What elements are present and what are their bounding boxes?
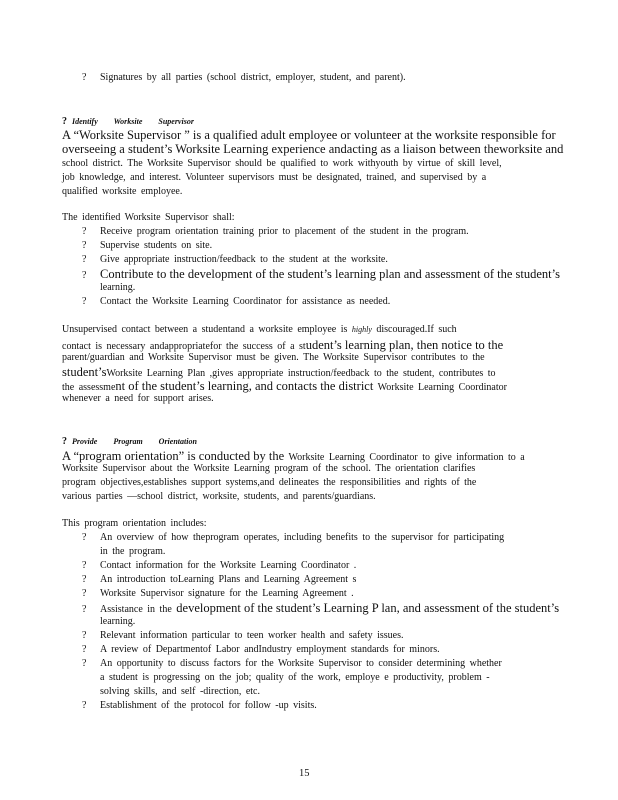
list-item-text: An overview of how theprogram operates, including benefits to the supervisor for participating: [100, 532, 505, 543]
list-item: [82, 226, 469, 238]
list-item: [82, 644, 440, 656]
list-item-text: Supervise students on site.: [100, 240, 213, 251]
text-run: the assessme: [62, 382, 116, 393]
text-run: Unsupervised contact between a studentand a worksite employee is: [62, 324, 348, 335]
list-item-continuation: a student is progressing on the job; quality of the work, employe e productivity, problem -: [100, 672, 490, 683]
text-run: student’s: [62, 365, 107, 379]
list-item-text: Contact information for the Worksite Learning Coordinator .: [100, 560, 357, 571]
section-heading-text: Provide Program Orientation: [72, 437, 197, 446]
section-heading-text: Identify Worksite Supervisor: [72, 117, 194, 126]
list-item: [82, 601, 559, 616]
paragraph-line: parent/guardian and Worksite Supervisor must be given. The Worksite Supervisor contributes to the: [62, 352, 485, 363]
list-item-continuation: in the program.: [100, 546, 166, 557]
paragraph-line: school district. The Worksite Supervisor should be qualified to work withyouth by virtue of skill level,: [62, 158, 502, 169]
list-item-text: An opportunity to discuss factors for the Worksite Supervisor to consider determining whether: [100, 658, 502, 669]
list-item: [82, 254, 388, 266]
bullet-glyph: ?: [82, 226, 87, 237]
list-item: [82, 240, 212, 252]
list-intro: This program orientation includes:: [62, 518, 207, 529]
bullet-glyph: ?: [82, 72, 87, 83]
bullet-glyph: ?: [82, 658, 87, 669]
list-item-text: Give appropriate instruction/feedback to the student at the worksite.: [100, 254, 388, 265]
text-run: contact is necessary andappropriatefor the success of a st: [62, 341, 306, 352]
paragraph-line: whenever a need for support arises.: [62, 393, 214, 404]
list-item-text: Establishment of the protocol for follow -up visits.: [100, 700, 317, 711]
paragraph-line: [62, 379, 507, 394]
list-item-text: Assistance in the: [100, 604, 172, 615]
section-heading-program-orientation: [62, 436, 197, 448]
text-run: Worksite Learning Plan ,gives appropriate instruction/feedback to the student, contributes to: [106, 368, 496, 379]
bullet-item: [82, 72, 406, 84]
list-item: [82, 574, 356, 586]
text-run: Worksite Learning Coordinator: [377, 382, 507, 393]
page-number: 15: [299, 768, 310, 779]
bullet-glyph: ?: [82, 254, 87, 265]
text-run: nt of the student’s learning, and contacts the district: [115, 379, 374, 393]
paragraph-line: [62, 338, 503, 353]
list-item-continuation: learning.: [100, 282, 136, 293]
text-run: Worksite Learning Coordinator to give information to a: [288, 452, 525, 463]
bullet-glyph: ?: [82, 644, 87, 655]
section-heading-identify-supervisor: [62, 116, 194, 128]
list-item: [82, 532, 504, 544]
paragraph-line: [62, 449, 525, 464]
list-item: [82, 560, 356, 572]
paragraph-line: job knowledge, and interest. Volunteer supervisors must be designated, trained, and supervised by a: [62, 172, 487, 183]
list-item: [82, 296, 390, 308]
list-item-text: Relevant information particular to teen worker health and safety issues.: [100, 630, 404, 641]
bullet-glyph: ?: [82, 574, 87, 585]
list-item-text: Receive program orientation training prior to placement of the student in the program.: [100, 226, 469, 237]
list-item-text: Contribute to the development of the student’s learning plan and assessment of the student’s: [100, 267, 560, 281]
bullet-glyph: ?: [82, 532, 87, 543]
list-item-text: Worksite Supervisor signature for the Learning Agreement .: [100, 588, 354, 599]
text-run: udent’s learning plan, then notice to the: [305, 338, 504, 352]
bullet-glyph: ?: [82, 270, 87, 281]
list-intro: The identified Worksite Supervisor shall:: [62, 212, 235, 223]
paragraph-line: A “Worksite Supervisor ” is a qualified adult employee or volunteer at the worksite responsible for: [62, 128, 556, 142]
paragraph-line: Worksite Supervisor about the Worksite Learning program of the school. The orientation clarifies: [62, 463, 476, 474]
list-item: [82, 700, 317, 712]
bullet-glyph: ?: [82, 240, 87, 251]
list-item-text: A review of Departmentof Labor andIndustry employment standards for minors.: [100, 644, 440, 655]
bullet-glyph: ?: [82, 296, 87, 307]
list-item-text: development of the student’s Learning P lan, and assessment of the student’s: [176, 601, 560, 615]
bullet-glyph: ?: [82, 604, 87, 615]
paragraph-line: program objectives,establishes support systems,and delineates the responsibilities and rights of the: [62, 477, 477, 488]
bullet-glyph: ?: [62, 116, 67, 127]
paragraph-line: [62, 324, 457, 336]
paragraph-line: various parties —school district, worksite, students, and parents/guardians.: [62, 491, 376, 502]
list-item: [82, 267, 560, 283]
paragraph-line: qualified worksite employee.: [62, 186, 183, 197]
bullet-glyph: ?: [82, 630, 87, 641]
paragraph-line: overseeing a student’s Worksite Learning experience andacting as a liaison between theworksite and: [62, 142, 564, 156]
list-item: [82, 630, 403, 642]
list-item: [82, 588, 354, 600]
bullet-glyph: ?: [82, 560, 87, 571]
bullet-glyph: ?: [62, 436, 67, 447]
list-item-continuation: learning.: [100, 616, 136, 627]
bullet-glyph: ?: [82, 588, 87, 599]
emphasis-text: highly: [351, 325, 372, 334]
bullet-text: Signatures by all parties (school district, employer, student, and parent).: [100, 72, 406, 83]
list-item-text: Contact the Worksite Learning Coordinator for assistance as needed.: [100, 296, 391, 307]
list-item-text: An introduction toLearning Plans and Learning Agreement s: [100, 574, 357, 585]
text-run: A “program orientation” is conducted by the: [62, 449, 285, 463]
list-item: [82, 658, 502, 670]
bullet-glyph: ?: [82, 700, 87, 711]
text-run: discouraged.If such: [376, 324, 457, 335]
list-item-continuation: solving skills, and self -direction, etc.: [100, 686, 260, 697]
paragraph-line: [62, 365, 496, 380]
